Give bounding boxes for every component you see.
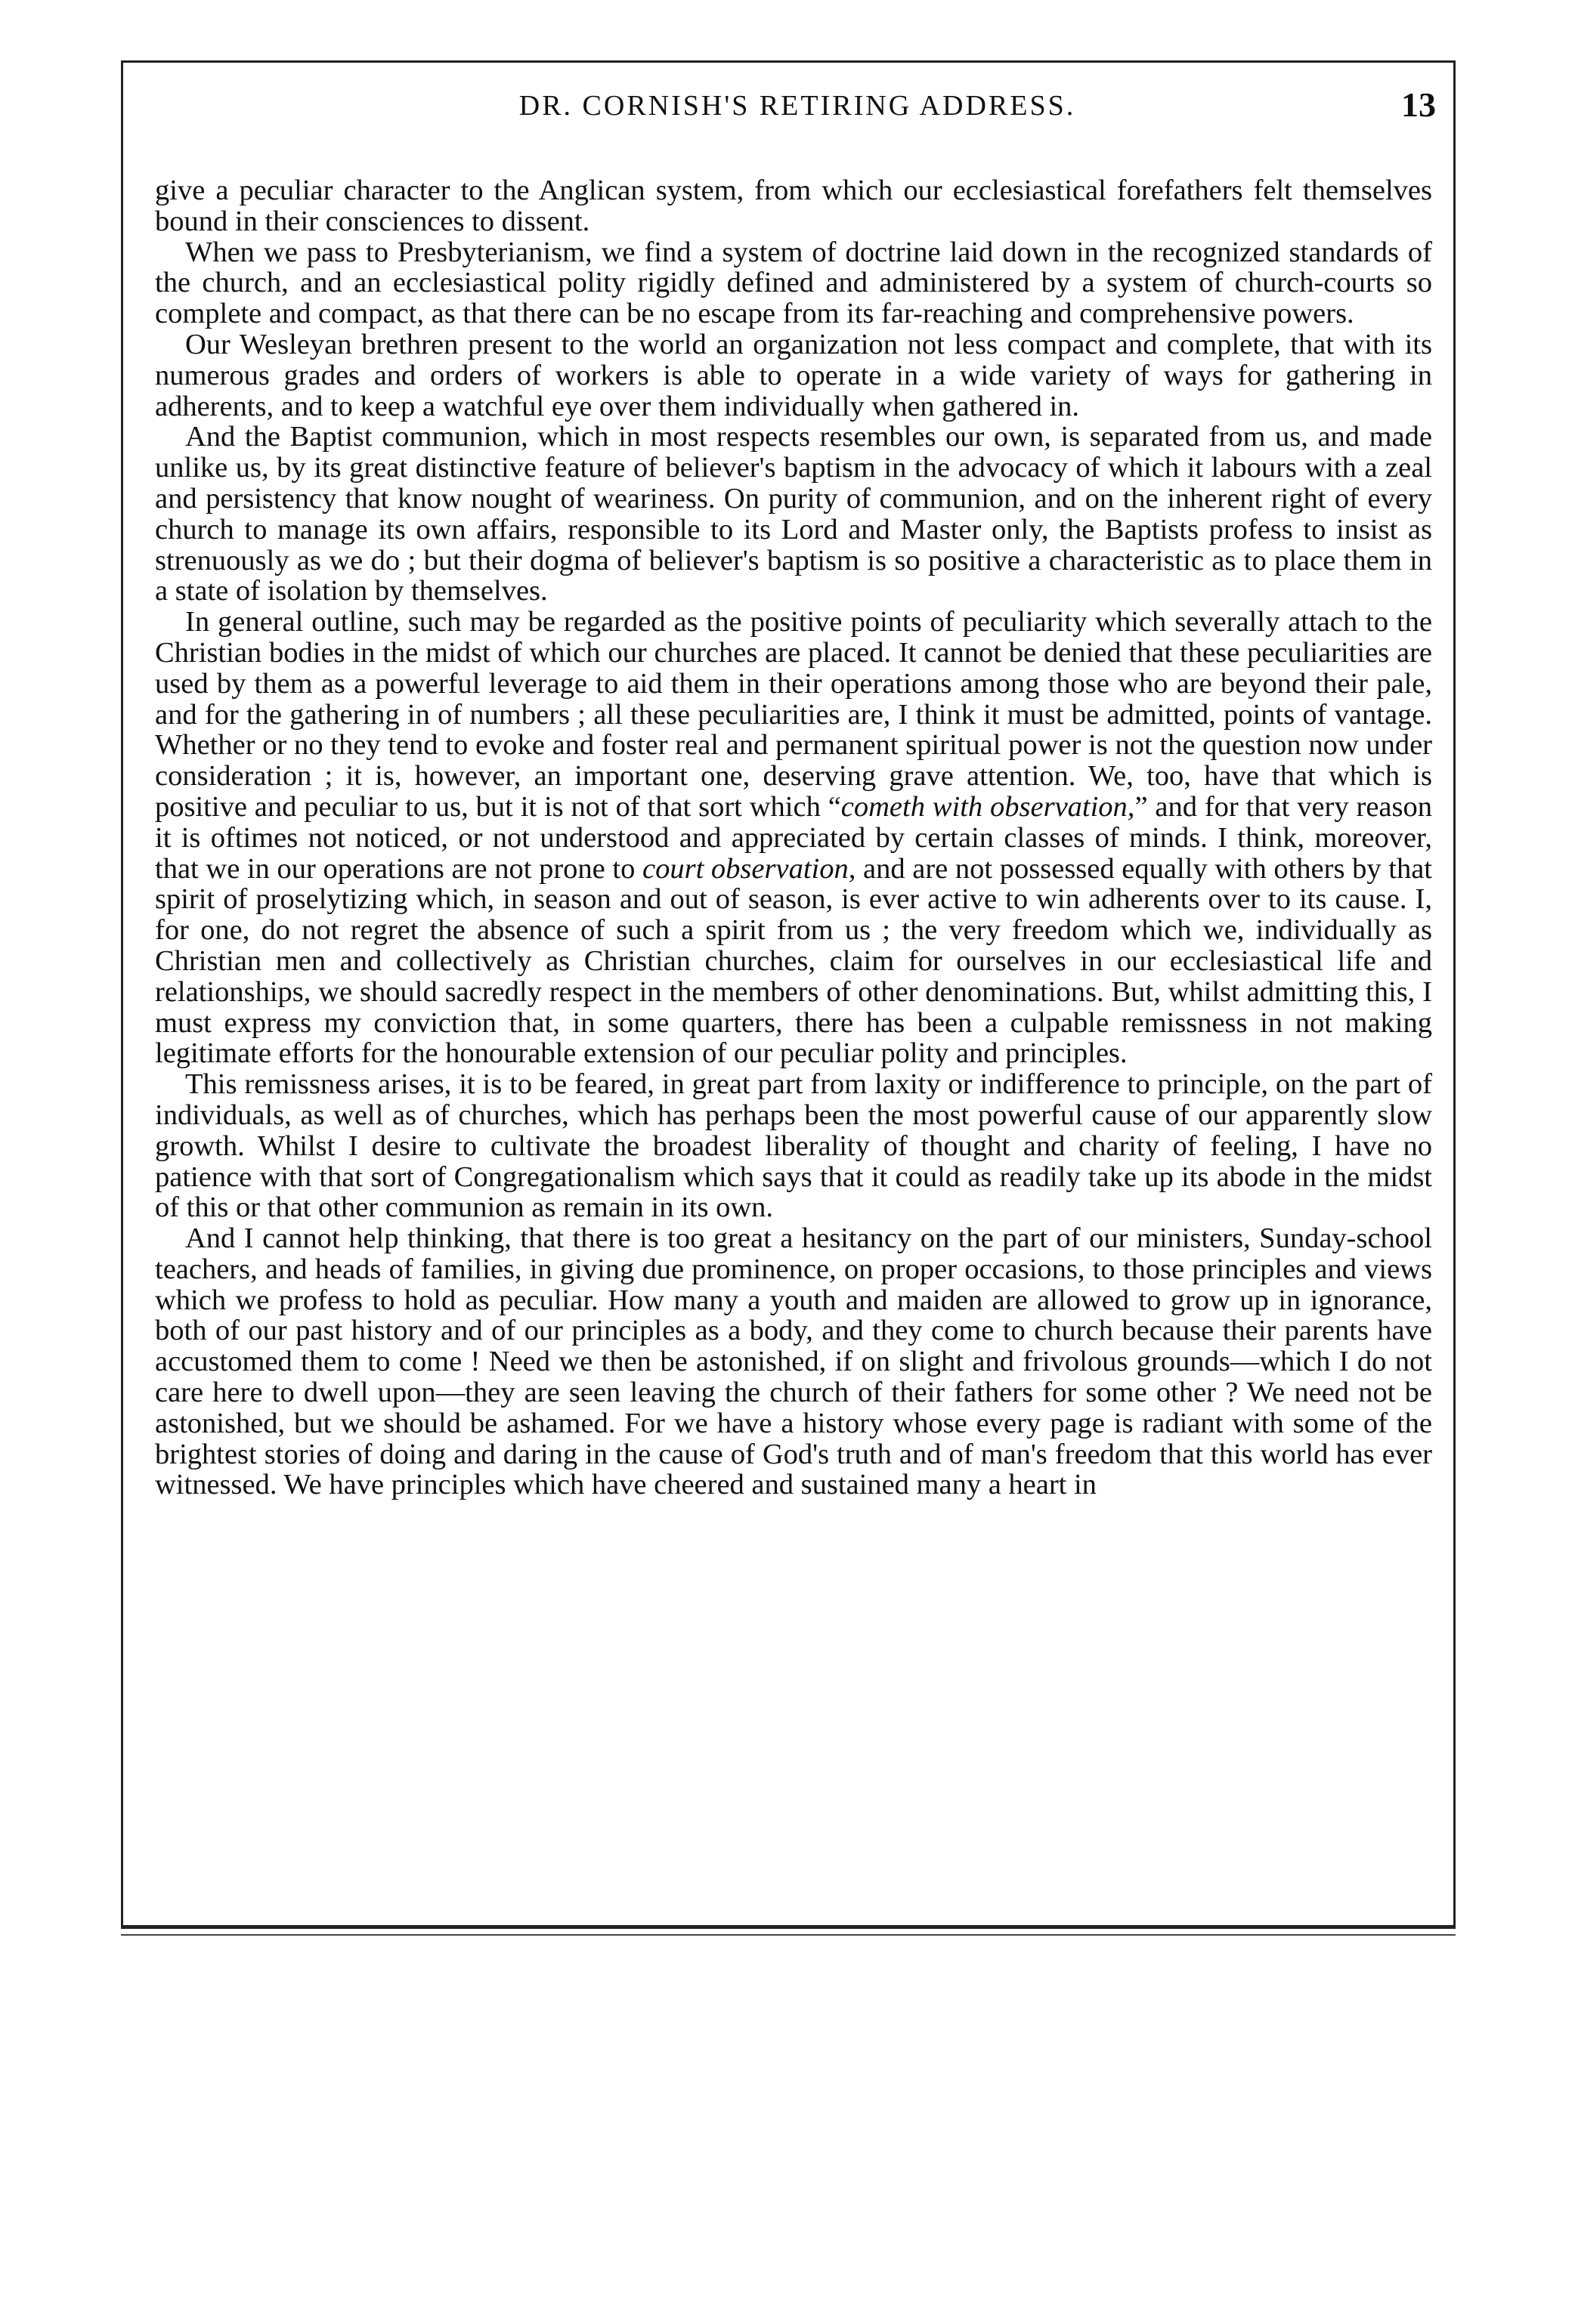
paragraph-1: give a peculiar character to the Anglican system, from which our ecclesiastical forefathers felt themselves bound in their consciences to dissent.: [155, 175, 1432, 237]
paragraph-5-part-c: and are not possessed equally with others by that spirit of proselytizing which, in season and out of season, is ever active to win adherents over to its cause. I, for one, do not regret the absence of such a spirit from us ; the very freedom which we, individually as Christian men and collectively as Christian churches, claim for ourselves in our ecclesiastical life and relationships, we should sacredly respect in the members of other denominations. But, whilst admitting this, I must express my conviction that, in some quarters, there has been a culpable remissness in not making legitimate efforts for the honourable extension of our peculiar polity and principles.: [155, 852, 1432, 1070]
page-header: [159, 85, 1436, 142]
phrase-court-observation: court observation,: [642, 852, 856, 885]
paragraph-5-part-b: ” and for that very reason it is oftimes not noticed, or not understood and appreciated by certain classes of minds. I think, moreover, that we in our operations are not prone to: [155, 790, 1432, 885]
running-title: DR. CORNISH'S RETIRING ADDRESS.: [518, 90, 1076, 122]
bottom-rule: [121, 1925, 1456, 1929]
paragraph-4: And the Baptist communion, which in most respects resembles our own, is separated from us, and made unlike us, by its great distinctive feature of believer's baptism in the advocacy of which it labours with a zeal and persistency that know nought of weariness. On purity of communion, and on the inherent right of every church to manage its own affairs, responsible to its Lord and Master only, the Baptists profess to insist as strenuously as we do ; but their dogma of believer's baptism is so positive a characteristic as to place them in a state of isolation by themselves.: [155, 421, 1432, 607]
paragraph-5-part-a: In general outline, such may be regarded as the positive points of peculiarity which severally attach to the Christian bodies in the midst of which our churches are placed. It cannot be denied that these peculiarities are used by them as a powerful leverage to aid them in their operations among those who are beyond their pale, and for the gathering in of numbers ; all these peculiarities are, I think it must be admitted, points of vantage. Whether or no they tend to evoke and foster real and permanent spiritual power is not the question now under consideration ; it is, however, an important one, deserving grave attention. We, too, have that which is positive and peculiar to us, but it is not of that sort which “: [155, 606, 1432, 823]
paragraph-3: Our Wesleyan brethren present to the world an organization not less compact and complete, that with its numerous grades and orders of workers is able to operate in a wide variety of ways for gathering in adherents, and to keep a watchful eye over them individually when gathered in.: [155, 328, 1432, 422]
paragraph-5: [155, 607, 1432, 1069]
page-number: 13: [1401, 85, 1436, 124]
body-text: [155, 175, 1432, 1500]
bottom-rule-thin: [121, 1934, 1456, 1936]
paragraph-6: This remissness arises, it is to be feared, in great part from laxity or indifference to principle, on the part of individuals, as well as of churches, which has perhaps been the most powerful cause of our apparently slow growth. Whilst I desire to cultivate the broadest liberality of thought and charity of feeling, I have no patience with that sort of Congregationalism which says that it could as readily take up its abode in the midst of this or that other communion as remain in its own.: [155, 1068, 1432, 1224]
paragraph-7: And I cannot help thinking, that there is too great a hesitancy on the part of our ministers, Sunday-school teachers, and heads of families, in giving due prominence, on proper occasions, to those principles and views which we profess to hold as peculiar. How many a youth and maiden are allowed to grow up in ignorance, both of our past history and of our principles as a body, and they come to church because their parents have accustomed them to come ! Need we then be astonished, if on slight and frivolous grounds—which I do not care here to dwell upon—they are seen leaving the church of their fathers for some other ? We need not be astonished, but we should be ashamed. For we have a history whose every page is radiant with some of the brightest stories of doing and daring in the cause of God's truth and of man's freedom that this world has ever witnessed. We have principles which have cheered and sustained many a heart in: [155, 1222, 1432, 1501]
quote-cometh-with-observation: cometh with observation,: [840, 790, 1135, 823]
paragraph-2: When we pass to Presbyterianism, we find a system of doctrine laid down in the recognized standards of the church, and an ecclesiastical polity rigidly defined and administered by a system of church-courts so complete and compact, as that there can be no escape from its far-reaching and comprehensive powers.: [155, 236, 1432, 330]
